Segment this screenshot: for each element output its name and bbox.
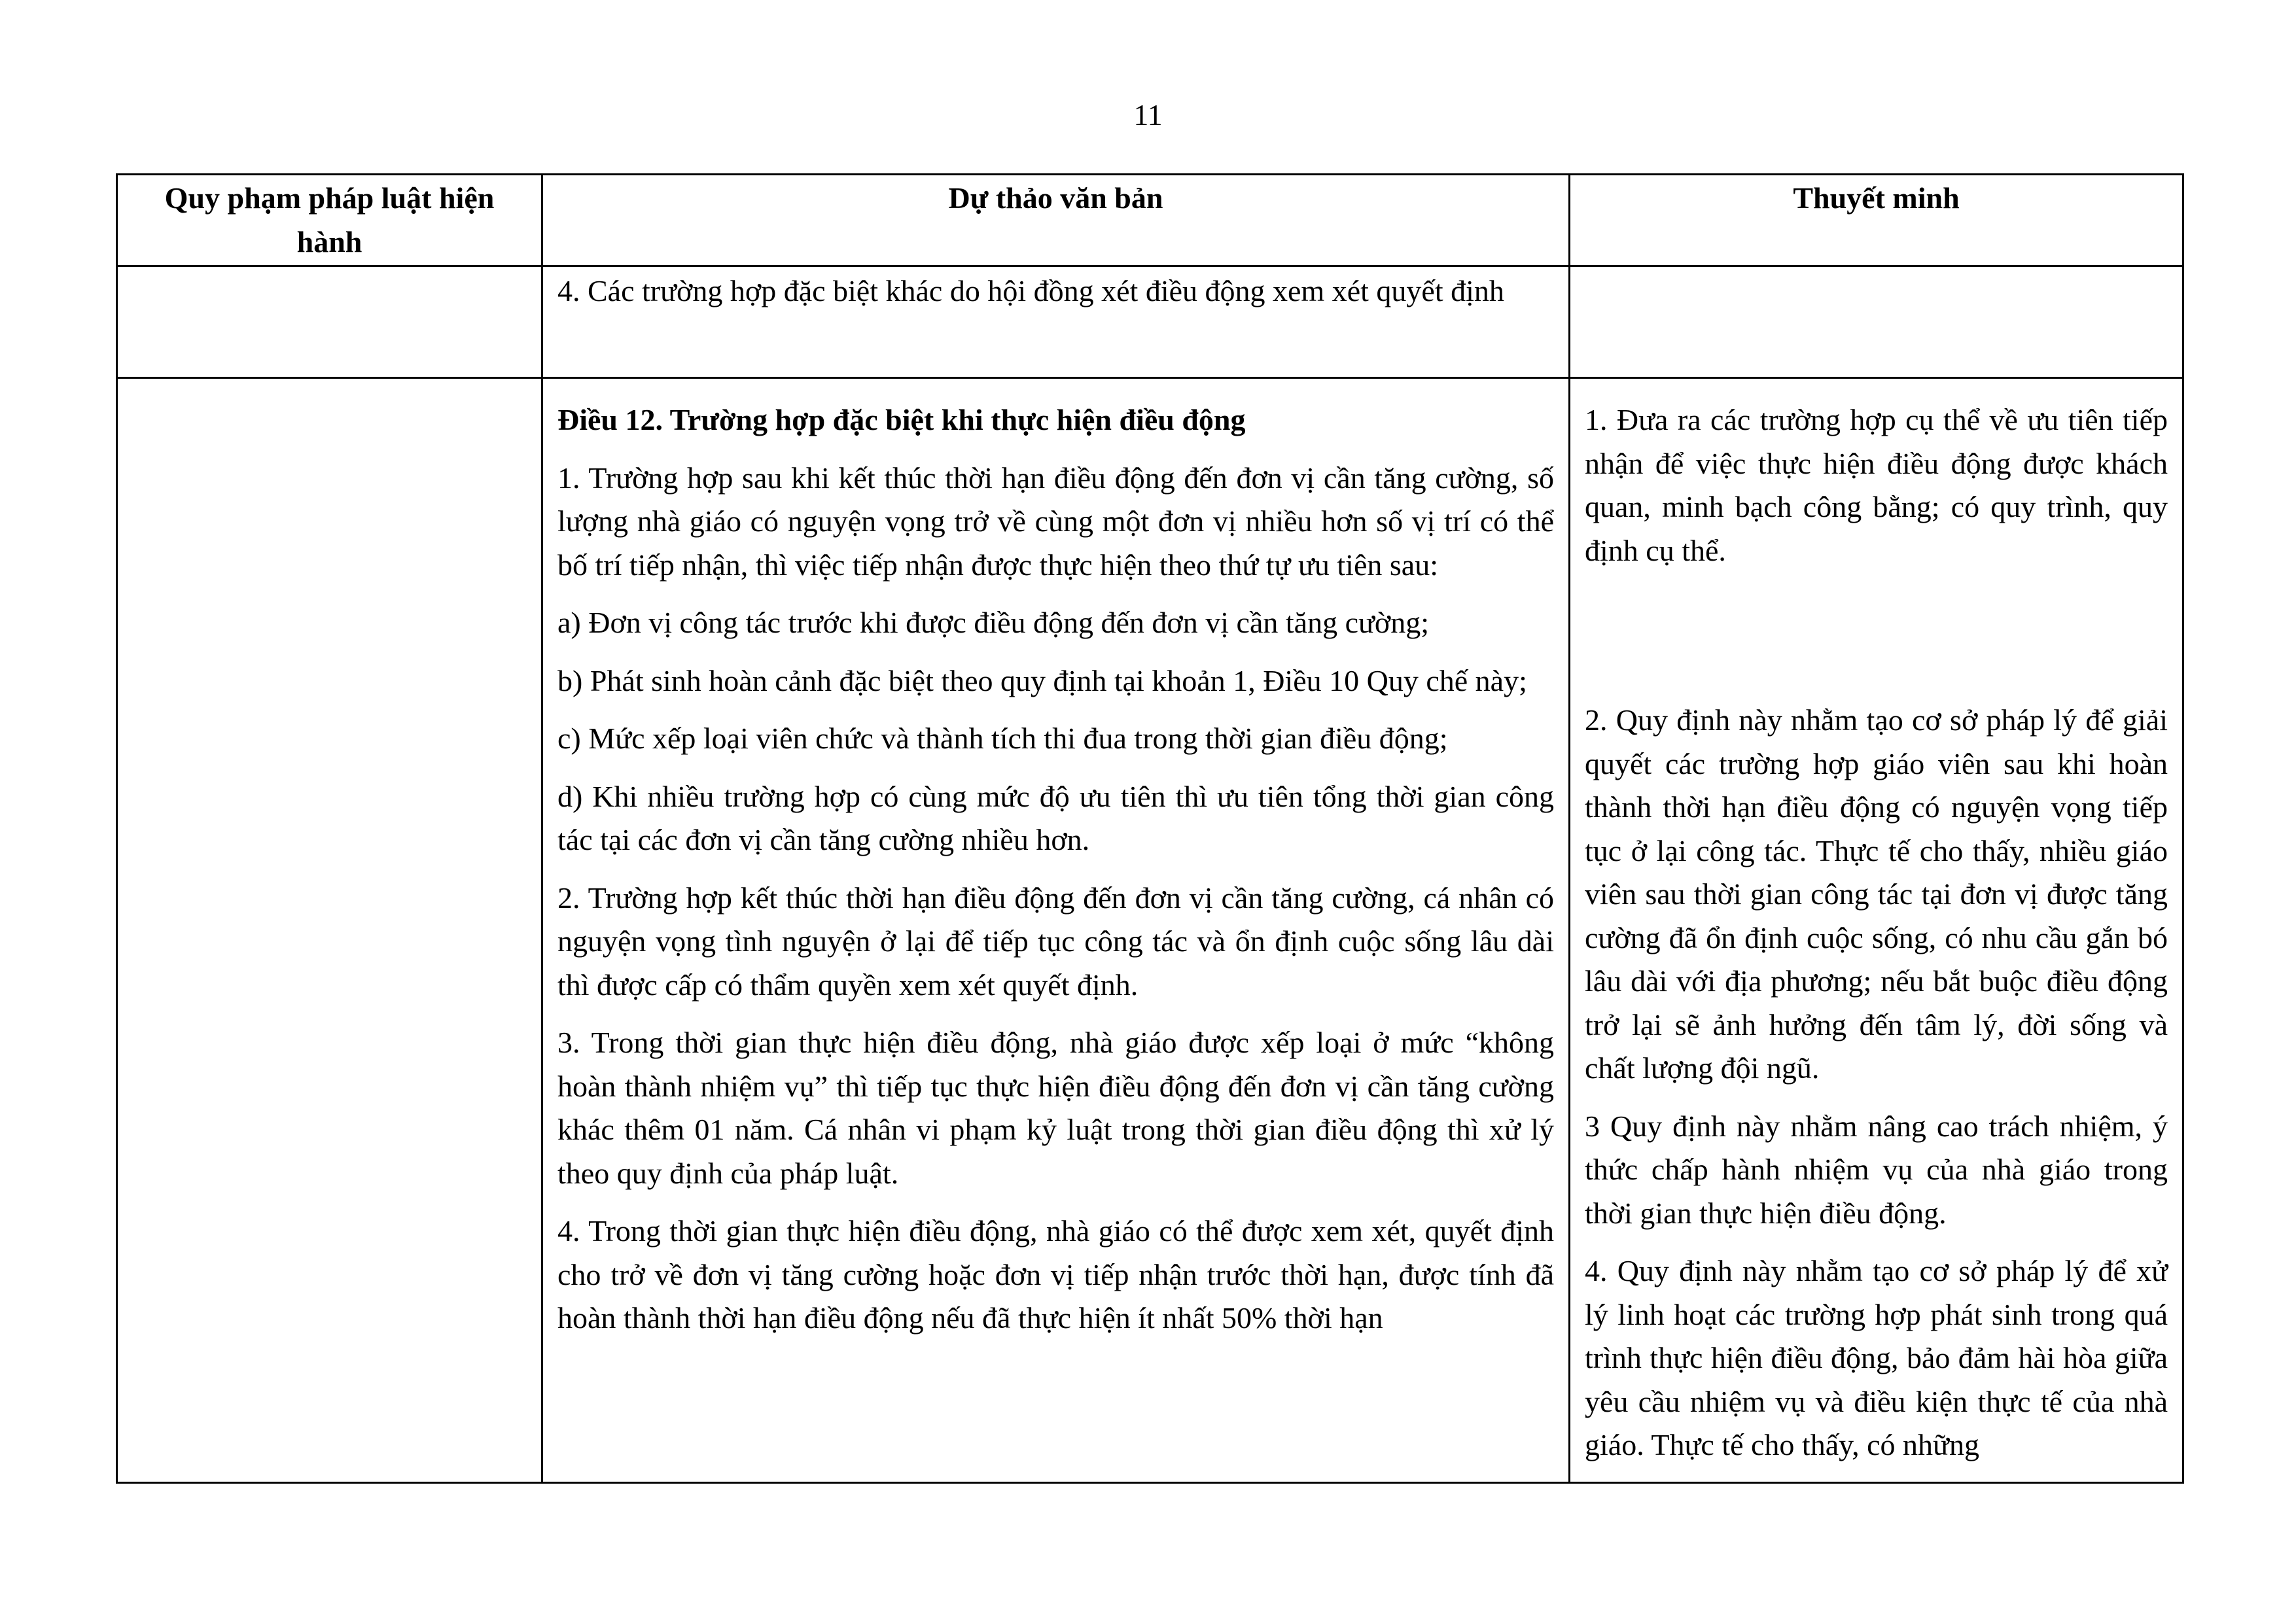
- article-heading: Điều 12. Trường hợp đặc biệt khi thực hiện điều động: [557, 403, 1246, 436]
- explanation-paragraph: 3 Quy định này nhằm nâng cao trách nhiệm, ý thức chấp hành nhiệm vụ của nhà giáo trong thời gian thực hiện điều động.: [1585, 1109, 2168, 1230]
- draft-paragraph: b) Phát sinh hoàn cảnh đặc biệt theo quy định tại khoản 1, Điều 10 Quy chế này;: [557, 663, 1527, 697]
- draft-paragraph: a) Đơn vị công tác trước khi được điều động đến đơn vị cần tăng cường;: [557, 606, 1430, 639]
- explanation-cell: [1570, 266, 2183, 378]
- page-number: 11: [1133, 98, 1163, 131]
- table-row: [117, 266, 2183, 378]
- header-draft-text: Dự thảo văn bản: [542, 175, 1570, 266]
- draft-paragraph: 2. Trường hợp kết thúc thời hạn điều động đến đơn vị cần tăng cường, cá nhân có nguyện vọng tình nguyện ở lại để tiếp tục công tác và ổn định cuộc sống lâu dài thì được cấp có thẩm quyền xem xét quyết định.: [557, 881, 1554, 1002]
- draft-paragraph: d) Khi nhiều trường hợp có cùng mức độ ưu tiên thì ưu tiên tổng thời gian công tác tại các đơn vị cần tăng cường nhiều hơn.: [557, 779, 1554, 856]
- draft-paragraph: 4. Trong thời gian thực hiện điều động, nhà giáo có thể được xem xét, quyết định cho trở về đơn vị tăng cường hoặc đơn vị tiếp nhận trước thời hạn, được tính đã hoàn thành thời hạn điều động nếu đã thực hiện ít nhất 50% thời hạn: [557, 1214, 1554, 1335]
- explanation-paragraph: 4. Quy định này nhằm tạo cơ sở pháp lý để xử lý linh hoạt các trường hợp phát sinh trong quá trình thực hiện điều động, bảo đảm hài hòa giữa yêu cầu nhiệm vụ và điều kiện thực tế của nhà giáo. Thực tế cho thấy, có những: [1585, 1254, 2168, 1461]
- comparison-table: [116, 173, 2184, 1484]
- explanation-cell: [1570, 378, 2183, 1483]
- explanation-paragraph: 1. Đưa ra các trường hợp cụ thể về ưu tiên tiếp nhận để việc thực hiện điều động được khách quan, minh bạch công bằng; có quy trình, quy định cụ thể.: [1585, 403, 2168, 567]
- header-current-law: Quy phạm pháp luật hiện hành: [117, 175, 542, 266]
- draft-paragraph: c) Mức xếp loại viên chức và thành tích thi đua trong thời gian điều động;: [557, 722, 1448, 755]
- current-law-cell: [117, 378, 542, 1483]
- table-row: [117, 378, 2183, 1483]
- explanation-paragraph: 2. Quy định này nhằm tạo cơ sở pháp lý để giải quyết các trường hợp giáo viên sau khi hoàn thành thời hạn điều động có nguyện vọng tiếp tục ở lại công tác. Thực tế cho thấy, nhiều giáo viên sau thời gian công tác tại đơn vị được tăng cường đã ổn định cuộc sống, có nhu cầu gắn bó lâu dài với địa phương; nếu bắt buộc điều động trở lại sẽ ảnh hưởng đến tâm lý, đời sống và chất lượng đội ngũ.: [1585, 703, 2168, 1085]
- current-law-cell: [117, 266, 542, 378]
- draft-cell: [542, 378, 1570, 1483]
- table-header-row: [117, 175, 2183, 266]
- draft-paragraph: 4. Các trường hợp đặc biệt khác do hội đồng xét điều động xem xét quyết định: [557, 274, 1504, 307]
- draft-cell: [542, 266, 1570, 378]
- header-explanation: Thuyết minh: [1570, 175, 2183, 266]
- draft-paragraph: 1. Trường hợp sau khi kết thúc thời hạn điều động đến đơn vị cần tăng cường, số lượng nhà giáo có nguyện vọng trở về cùng một đơn vị nhiều hơn số vị trí có thể bố trí tiếp nhận, thì việc tiếp nhận được thực hiện theo thứ tự ưu tiên sau:: [557, 461, 1554, 582]
- draft-paragraph: 3. Trong thời gian thực hiện điều động, nhà giáo được xếp loại ở mức “không hoàn thành nhiệm vụ” thì tiếp tục thực hiện điều động đến đơn vị cần tăng cường khác thêm 01 năm. Cá nhân vi phạm kỷ luật trong thời gian điều động thì xử lý theo quy định của pháp luật.: [557, 1026, 1554, 1190]
